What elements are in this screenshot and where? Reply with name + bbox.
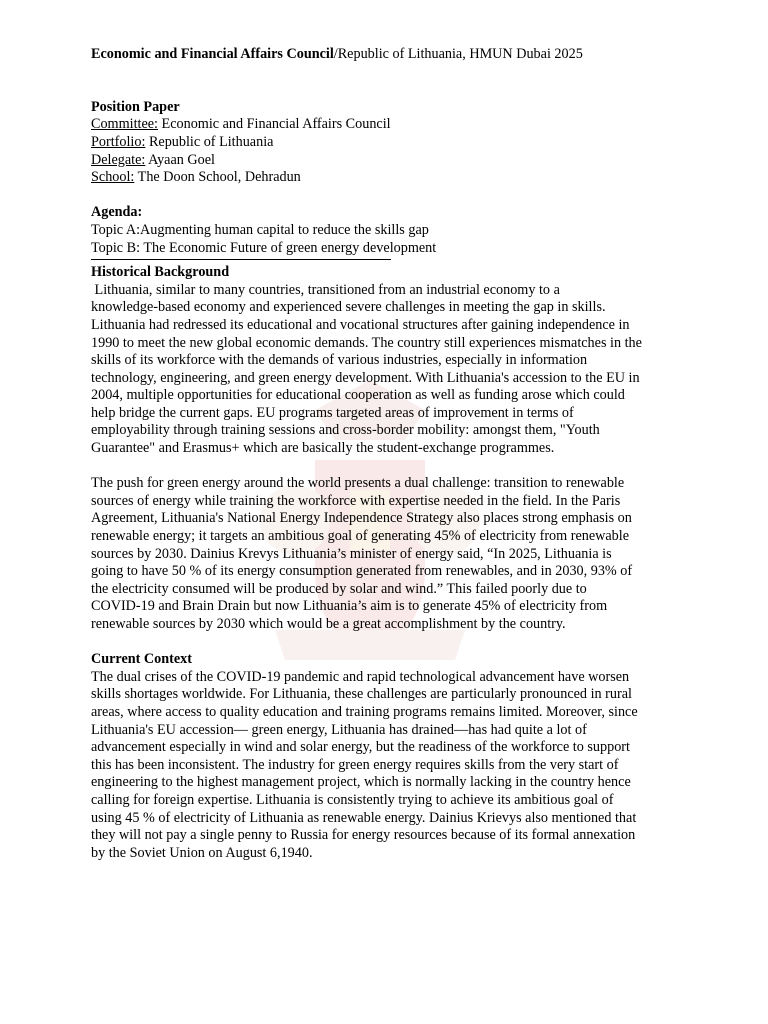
paragraph-line: renewable energy; it targets an ambitious goal of generating 45% of electricity from renewable (91, 528, 630, 545)
current-context-heading: Current Context (91, 651, 193, 668)
committee-label: Committee: (91, 116, 158, 133)
paragraph-line: Lithuania had redressed its educational and vocational structures after gaining independence in (91, 316, 630, 333)
current-context-paragraph (91, 669, 683, 863)
school-label: School: (91, 169, 135, 186)
agenda-title: Agenda: (91, 204, 143, 221)
school-value: The Doon School, Dehradun (134, 169, 301, 186)
portfolio-line (91, 134, 683, 152)
committee-line (91, 116, 683, 134)
delegate-label: Delegate: (91, 151, 146, 168)
paragraph-line: sources by 2030. Dainius Krevys Lithuania’s minister of energy said, “In 2025, Lithuania is (91, 545, 612, 562)
paragraph-line: skills of its workforce with the demands of various industries, especially in information (91, 352, 588, 369)
delegate-line (91, 152, 683, 170)
agenda-topic-a: Topic A:Augmenting human capital to reduce the skills gap (91, 221, 429, 238)
portfolio-label: Portfolio: (91, 133, 146, 150)
historical-paragraph-2 (91, 475, 683, 633)
paragraph-line: this has been inconsistent. The industry for green energy requires skills from the very start of (91, 756, 619, 773)
document-body (91, 46, 683, 862)
school-line (91, 169, 683, 187)
paragraph-line: they will not pay a single penny to Russia for energy resources because of its formal annexation (91, 827, 636, 844)
paragraph-line: by the Soviet Union on August 6,1940. (91, 844, 313, 861)
paragraph-line: 2004, multiple opportunities for educational cooperation as well as funding arose which could (91, 387, 625, 404)
paragraph-line: help bridge the current gaps. EU programs targeted areas of improvement in terms of (91, 404, 574, 421)
paragraph-line: renewable sources by 2030 which would be a great accomplishment by the country. (91, 616, 566, 632)
document-header (91, 46, 683, 64)
paragraph-line: advancement especially in wind and solar energy, but the readiness of the workforce to support (91, 739, 630, 756)
position-paper-title: Position Paper (91, 98, 180, 115)
paragraph-line: going to have 50 % of its energy consumption generated from renewables, and in 2030, 93% of (91, 563, 633, 580)
paragraph-line: sources of energy while training the workforce with expertise needed in the field. In the Paris (91, 492, 621, 509)
paragraph-line: using 45 % of electricity of Lithuania as renewable energy. Dainius Krievys also mentioned that (91, 809, 637, 826)
paragraph-line: Lithuania's EU accession— green energy, Lithuania has drained—has had quite a lot of (91, 721, 587, 738)
paragraph-line: Guarantee" and Erasmus+ which are basically the student-exchange programmes. (91, 440, 555, 457)
paragraph-line: the electricity consumed will be produced by solar and wind.” This failed poorly due to (91, 580, 587, 597)
historical-paragraph-1 (91, 282, 683, 458)
header-council: Economic and Financial Affairs Council (91, 46, 334, 62)
paragraph-line: knowledge-based economy and experienced severe challenges in meeting the gap in skills. (91, 299, 606, 316)
paragraph-line: employability through training sessions and cross-border mobility: amongst them, "Youth (91, 422, 600, 439)
historical-background-heading: Historical Background (91, 264, 230, 281)
delegate-value: Ayaan Goel (145, 151, 215, 168)
portfolio-value: Republic of Lithuania (145, 133, 274, 150)
paragraph-line: Agreement, Lithuania's National Energy Independence Strategy also places strong emphasis on (91, 510, 632, 527)
paragraph-line: engineering to the highest management project, which is normally lacking in the country hence (91, 774, 631, 791)
section-divider (91, 259, 391, 260)
committee-value: Economic and Financial Affairs Council (158, 116, 391, 133)
paragraph-line: 1990 to meet the new global economic demands. The country still experiences mismatches in the (91, 334, 642, 351)
paragraph-line: The push for green energy around the world presents a dual challenge: transition to renewable (91, 475, 625, 492)
paragraph-line: Lithuania, similar to many countries, transitioned from an industrial economy to a (91, 281, 560, 298)
paragraph-line: COVID-19 and Brain Drain but now Lithuania’s aim is to generate 45% of electricity from (91, 598, 608, 615)
header-rest: /Republic of Lithuania, HMUN Dubai 2025 (333, 46, 583, 62)
agenda-topic-b: Topic B: The Economic Future of green energy development (91, 239, 437, 256)
paragraph-line: areas, where access to quality education and training programs remains limited. Moreover, since (91, 703, 638, 720)
paragraph-line: technology, engineering, and green energy development. With Lithuania's accession to the EU in (91, 369, 640, 386)
paragraph-line: The dual crises of the COVID-19 pandemic and rapid technological advancement have worsen (91, 668, 630, 685)
paragraph-line: skills shortages worldwide. For Lithuania, these challenges are particularly pronounced in rural (91, 686, 632, 703)
paragraph-line: calling for foreign expertise. Lithuania is consistently trying to achieve its ambitious goal of (91, 791, 614, 808)
